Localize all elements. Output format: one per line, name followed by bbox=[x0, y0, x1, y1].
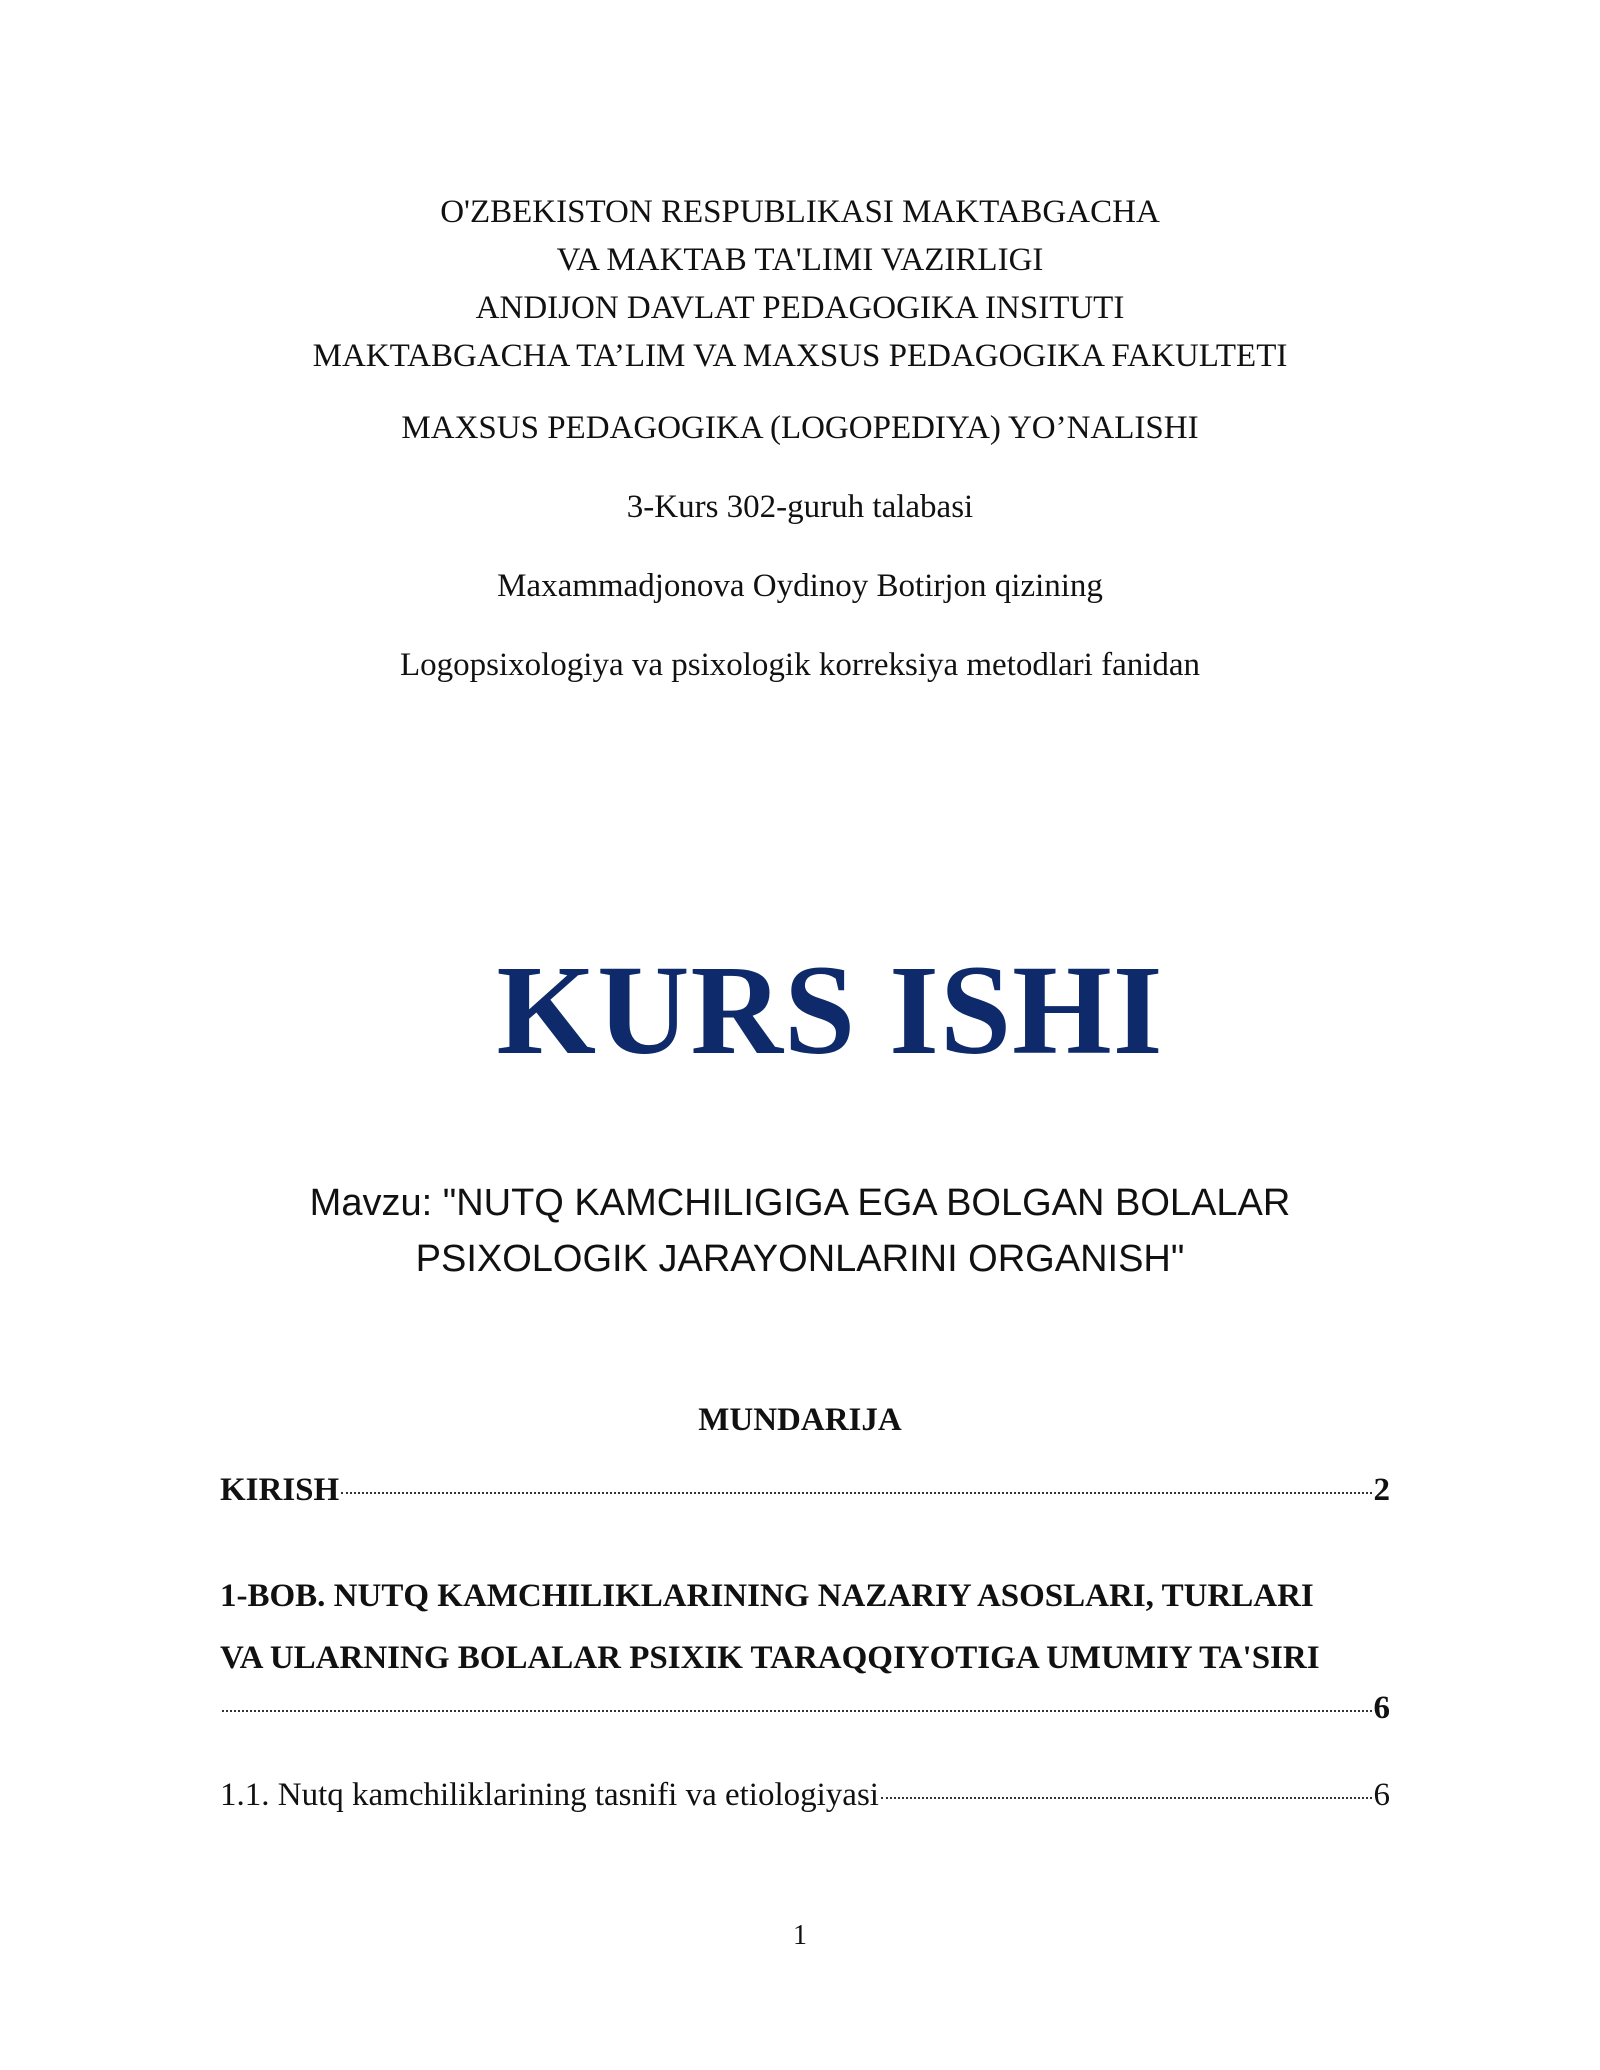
topic-line-2: PSIXOLOGIK JARAYONLARINI ORGANISH" bbox=[415, 1238, 1185, 1280]
toc-entry-intro bbox=[220, 1472, 1390, 1509]
toc-entry-page: 6 bbox=[1373, 1690, 1390, 1726]
dot-leader bbox=[341, 1492, 1371, 1494]
document-title: KURS ISHI bbox=[496, 939, 1164, 1081]
toc-heading: MUNDARIJA bbox=[698, 1402, 902, 1438]
toc-entry-label: KIRISH bbox=[220, 1472, 340, 1508]
dot-leader bbox=[881, 1797, 1372, 1799]
header-line-ministry-1: O'ZBEKISTON RESPUBLIKASI MAKTABGACHA bbox=[440, 194, 1160, 230]
toc-entry-chapter-1 bbox=[220, 1565, 1460, 1689]
topic-block bbox=[0, 1175, 1600, 1287]
header-line-ministry-2: VA MAKTAB TA'LIMI VAZIRLIGI bbox=[556, 242, 1044, 278]
toc-entry-label: 1.1. Nutq kamchiliklarining tasnifi va etiologiyasi bbox=[220, 1777, 879, 1813]
chapter-1-line-1: 1-BOB. NUTQ KAMCHILIKLARINING NAZARIY ASOSLARI, TURLARI bbox=[220, 1578, 1314, 1614]
toc-entry-page: 2 bbox=[1373, 1472, 1390, 1508]
dot-leader bbox=[222, 1710, 1372, 1712]
toc-entry-page: 6 bbox=[1373, 1777, 1390, 1813]
header-line-institute: ANDIJON DAVLAT PEDAGOGIKA INSITUTI bbox=[475, 290, 1125, 326]
toc-entry-section-1-1 bbox=[220, 1777, 1390, 1814]
direction-line: MAXSUS PEDAGOGIKA (LOGOPEDIYA) YO’NALISHI bbox=[401, 410, 1199, 446]
chapter-1-line-2: VA ULARNING BOLALAR PSIXIK TARAQQIYOTIGA UMUMIY TA'SIRI bbox=[220, 1640, 1320, 1676]
header-line-faculty: MAKTABGACHA TA’LIM VA MAXSUS PEDAGOGIKA FAKULTETI bbox=[312, 338, 1288, 374]
institution-header bbox=[0, 188, 1600, 380]
course-group-line: 3-Kurs 302-guruh talabasi bbox=[626, 489, 974, 525]
student-name-line: Maxammadjonova Oydinoy Botirjon qizining bbox=[497, 568, 1103, 604]
page-number: 1 bbox=[793, 1920, 807, 1951]
toc-entry-chapter-1-leader bbox=[220, 1690, 1390, 1727]
topic-line-1: Mavzu: "NUTQ KAMCHILIGIGA EGA BOLGAN BOLALAR bbox=[309, 1182, 1291, 1224]
subject-line: Logopsixologiya va psixologik korreksiya metodlari fanidan bbox=[399, 647, 1201, 683]
